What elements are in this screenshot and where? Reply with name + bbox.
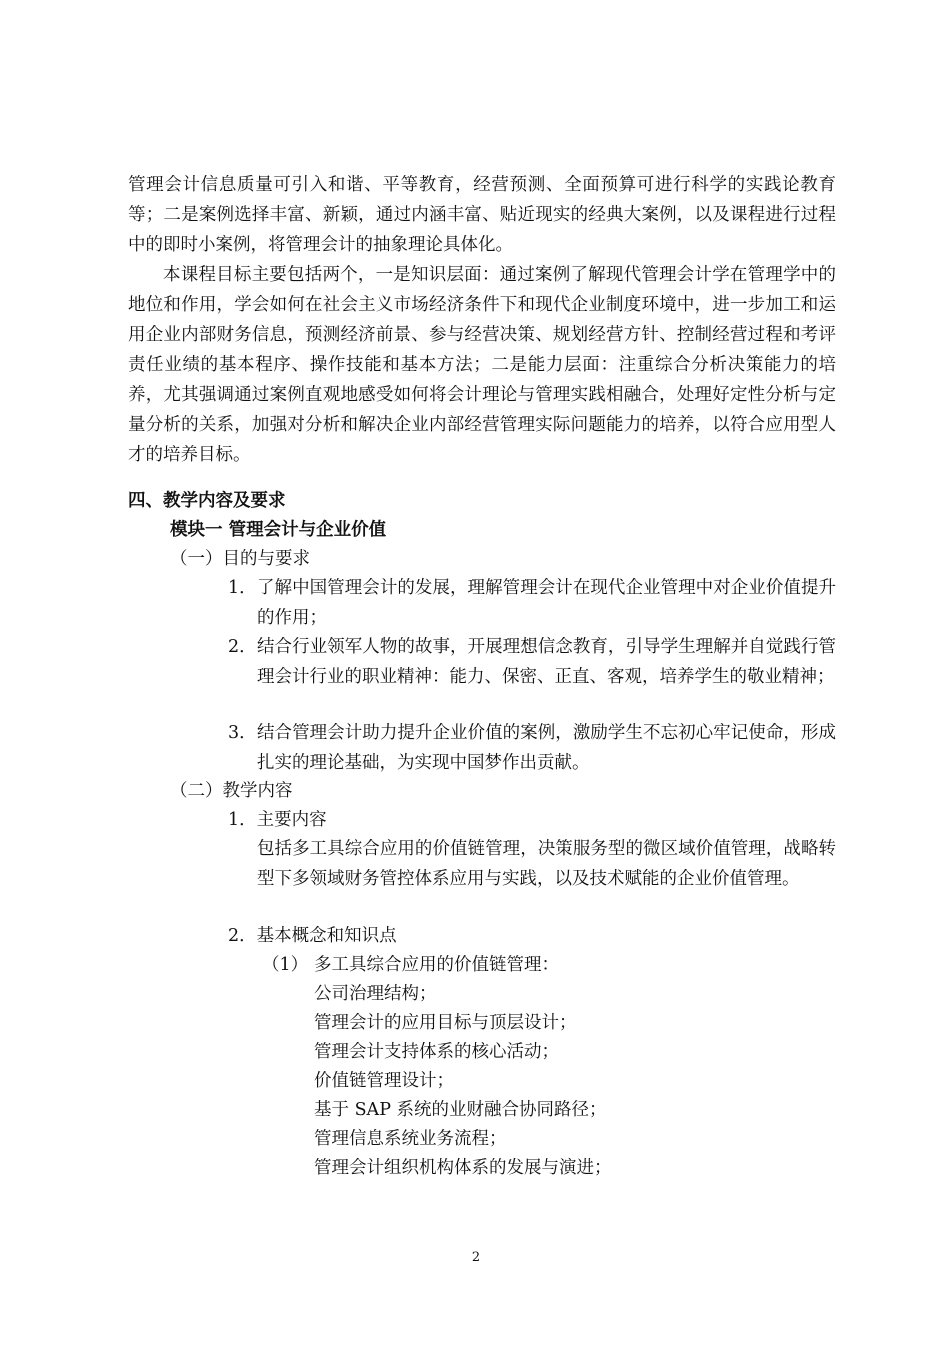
section-heading: 四、教学内容及要求 bbox=[128, 491, 286, 511]
req-item-2-text: 结合行业领军人物的故事，开展理想信念教育，引导学生理解并自觉践行管理会计行业的职业精神：能力、保密、正直、客观，培养学生的敬业精神； bbox=[257, 637, 836, 687]
concept-group-title: 多工具综合应用的价值链管理： bbox=[314, 955, 559, 975]
concept-group-label: （1） bbox=[262, 955, 309, 975]
req-item-1-num: 1． bbox=[228, 578, 257, 598]
list-item: 管理信息系统业务流程； bbox=[314, 1129, 507, 1149]
list-item: 管理会计组织机构体系的发展与演进； bbox=[314, 1158, 612, 1178]
sub-heading-content: （二）教学内容 bbox=[170, 781, 293, 801]
req-item-1-text: 了解中国管理会计的发展，理解管理会计在现代企业管理中对企业价值提升的作用； bbox=[257, 578, 836, 628]
req-item-3-num: 3． bbox=[228, 723, 257, 743]
req-item-2-num: 2． bbox=[228, 637, 257, 657]
list-item: 管理会计的应用目标与顶层设计； bbox=[314, 1013, 577, 1033]
concepts-title: 2．基本概念和知识点 bbox=[228, 926, 397, 946]
intro-paragraph: 管理会计信息质量可引入和谐、平等教育，经营预测、全面预算可进行科学的实践论教育等；二是案例选择丰富、新颖，通过内涵丰富、贴近现实的经典大案例，以及课程进行过程中的即时小案例，将管理会计的抽象理论具体化。 bbox=[128, 175, 836, 255]
main-content-title: 1．主要内容 bbox=[228, 810, 327, 830]
sub-heading-requirements: （一）目的与要求 bbox=[170, 549, 310, 569]
body-text bbox=[128, 170, 836, 470]
list-item: 公司治理结构； bbox=[314, 984, 437, 1004]
list-item: 基于 SAP 系统的业财融合协同路径； bbox=[314, 1100, 607, 1120]
page-number: 2 bbox=[471, 1250, 481, 1265]
goal-paragraph: 本课程目标主要包括两个，一是知识层面：通过案例了解现代管理会计学在管理学中的地位和作用，学会如何在社会主义市场经济条件下和现代企业制度环境中，进一步加工和运用企业内部财务信息，预测经济前景、参与经营决策、规划经营方针、控制经营过程和考评责任业绩的基本程序、操作技能和基本方法；二是能力层面：注重综合分析决策能力的培养，尤其强调通过案例直观地感受如何将会计理论与管理实践相融合，处理好定性分析与定量分析的关系，加强对分析和解决企业内部经营管理实际问题能力的培养，以符合应用型人才的培养目标。 bbox=[128, 265, 836, 465]
main-content-text: 包括多工具综合应用的价值链管理，决策服务型的微区域价值管理，战略转型下多领域财务管控体系应用与实践，以及技术赋能的企业价值管理。 bbox=[257, 839, 836, 889]
list-item: 价值链管理设计； bbox=[314, 1071, 454, 1091]
req-item-3-text: 结合管理会计助力提升企业价值的案例，激励学生不忘初心牢记使命，形成扎实的理论基础，为实现中国梦作出贡献。 bbox=[257, 723, 836, 773]
module-heading: 模块一 管理会计与企业价值 bbox=[170, 520, 387, 540]
list-item: 管理会计支持体系的核心活动； bbox=[314, 1042, 559, 1062]
